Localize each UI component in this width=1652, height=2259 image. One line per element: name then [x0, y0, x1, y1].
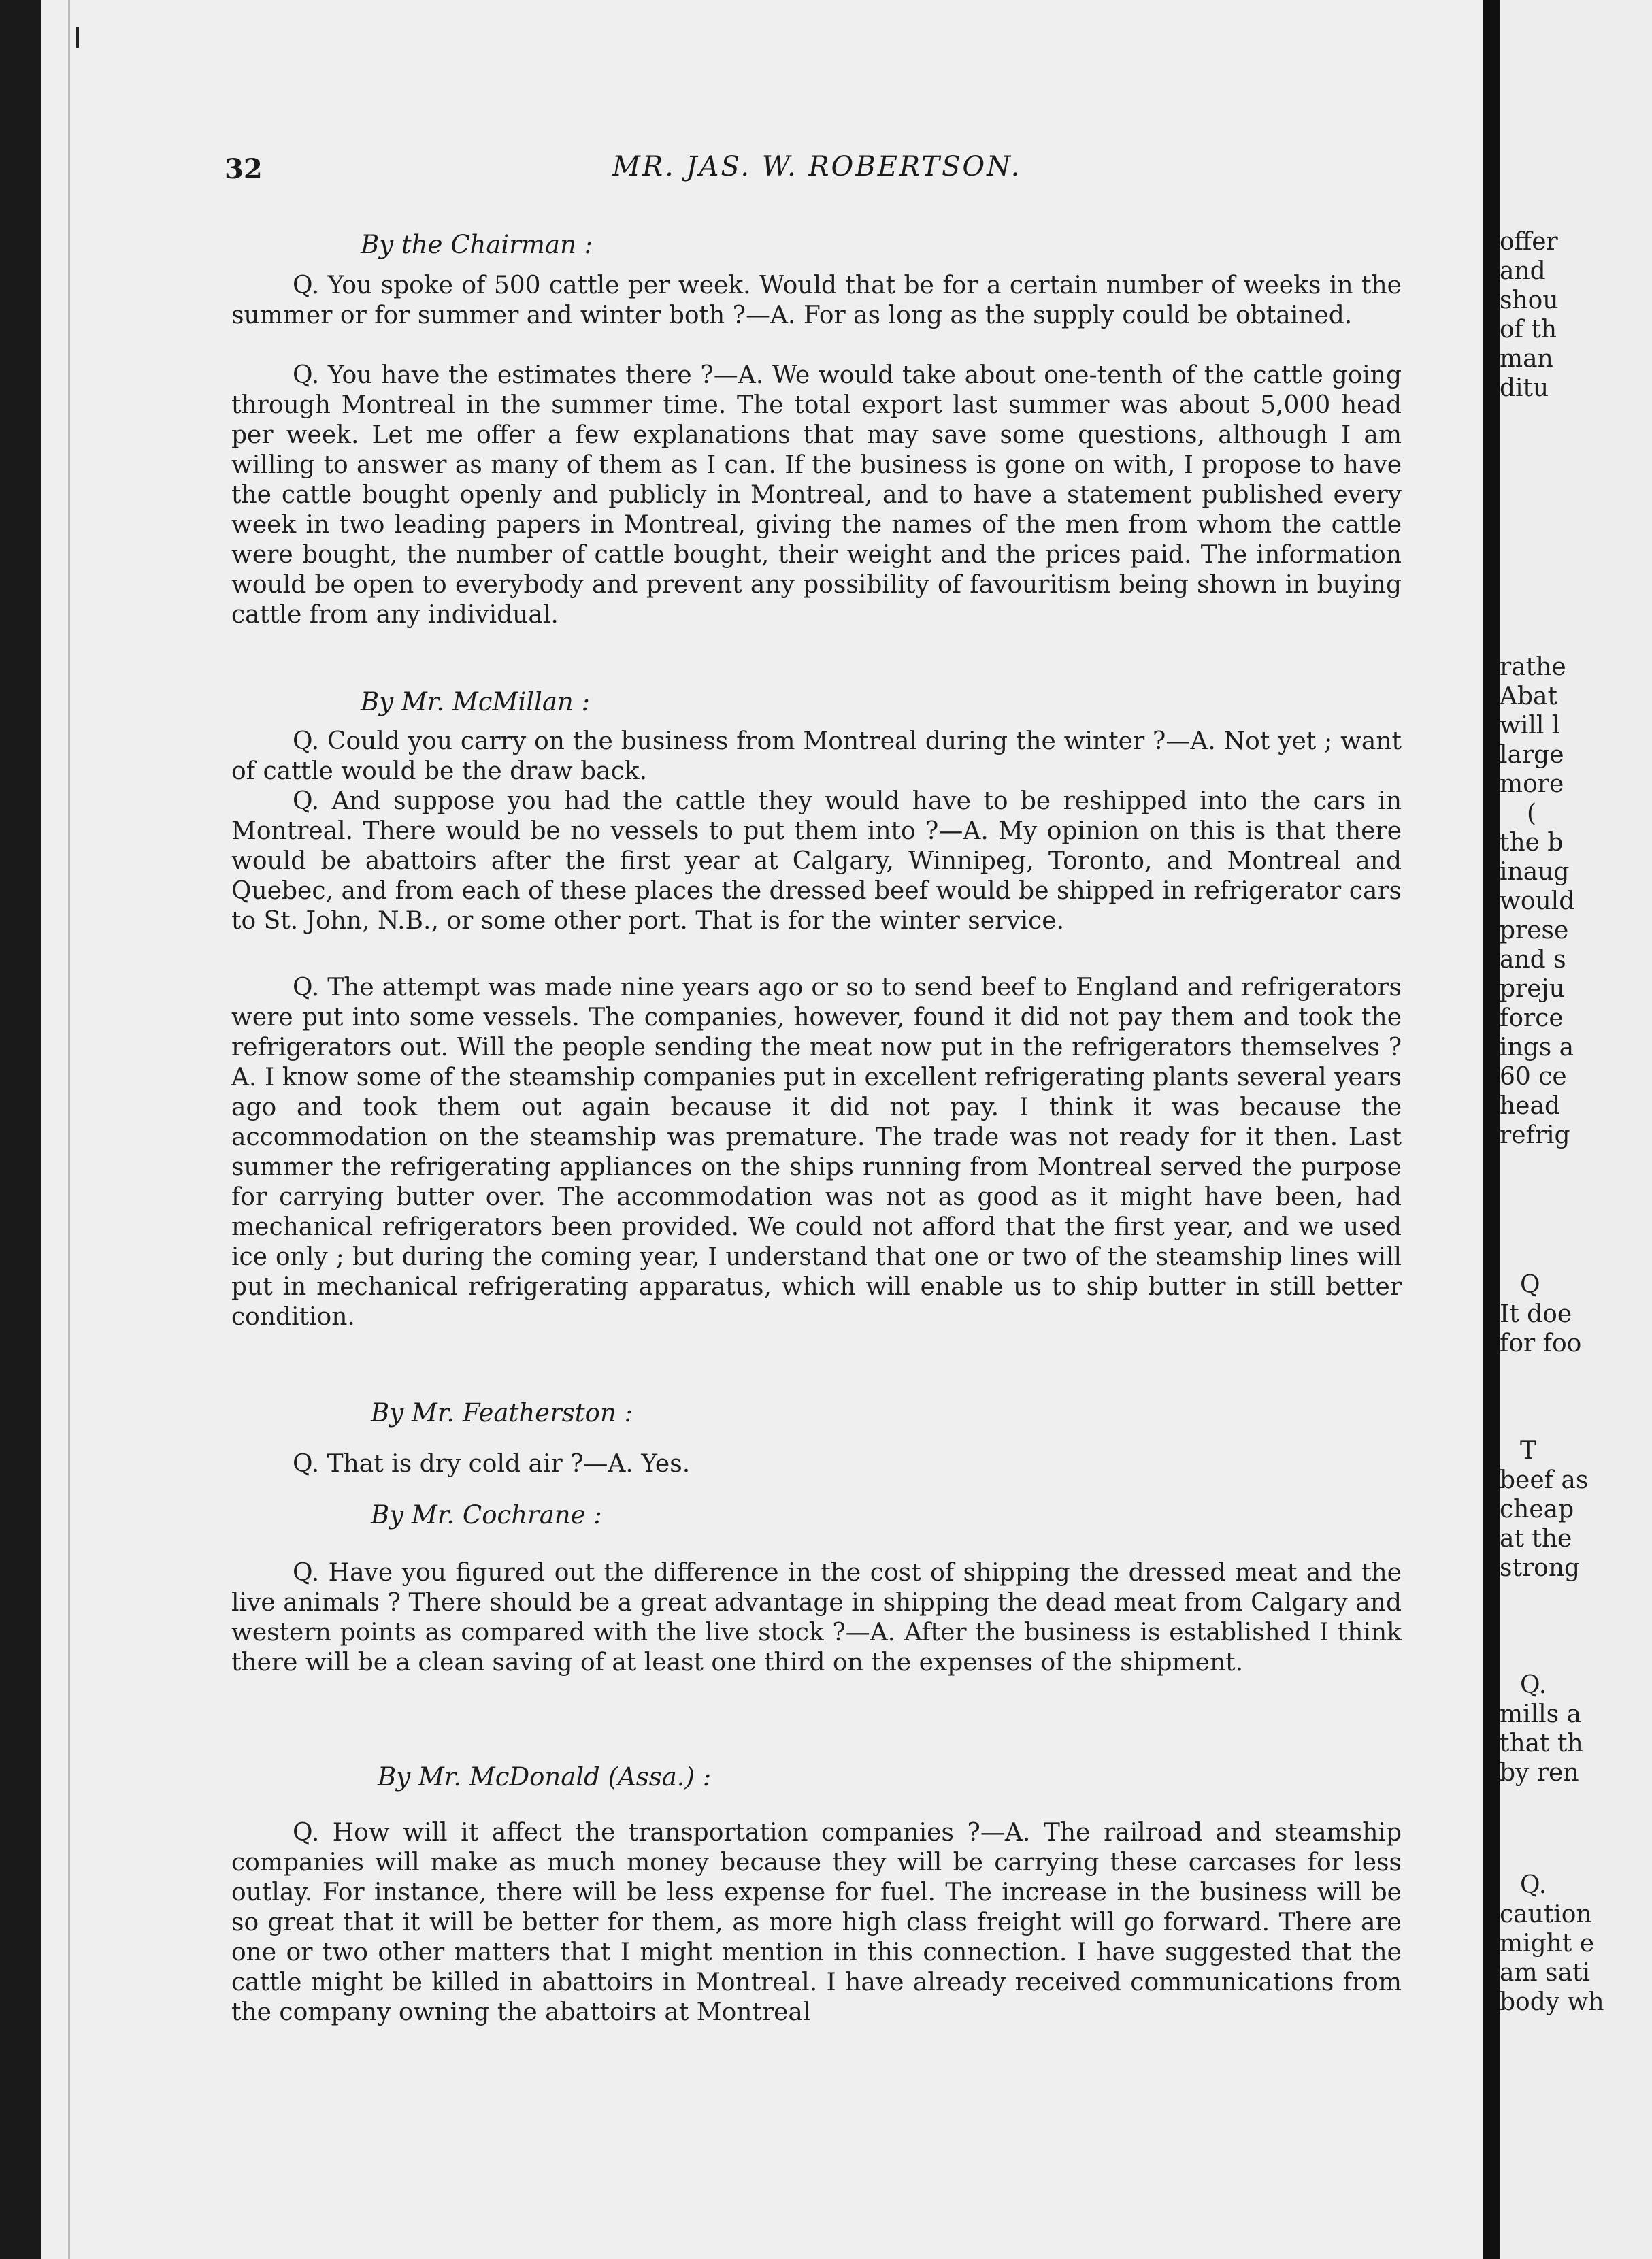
right-page-fragment: of th	[1500, 316, 1557, 344]
page-number: 32	[225, 153, 263, 185]
right-page-fragment: am sati	[1500, 1959, 1590, 1987]
right-page-fragment: Q.	[1520, 1871, 1547, 1899]
paragraph: Q. Could you carry on the business from Montreal during the winter ?—A. Not yet ; want of cattle would be the draw back.	[231, 727, 1402, 785]
right-page-fragment: more	[1500, 770, 1564, 798]
right-page-fragment: 60 ce	[1500, 1063, 1567, 1091]
right-page-fragment: and s	[1500, 946, 1566, 974]
right-page-fragment: might e	[1500, 1930, 1595, 1958]
speaker-heading: By Mr. McDonald (Assa.) :	[378, 1762, 712, 1792]
right-page-fragment: at the	[1500, 1525, 1572, 1553]
speaker-heading: By the Chairman :	[361, 230, 593, 259]
right-page	[1500, 0, 1652, 2259]
right-page-fragment: beef as	[1500, 1466, 1589, 1494]
right-page-fragment: Q	[1520, 1271, 1540, 1299]
right-page-fragment: and	[1500, 257, 1546, 285]
right-page-fragment: would	[1500, 887, 1575, 915]
paragraph: Q. You spoke of 500 cattle per week. Would that be for a certain number of weeks in the summer or for summer and winter both ?—A. For as long as the supply could be obtained.	[231, 271, 1402, 329]
right-page-fragment: Abat	[1500, 682, 1557, 710]
right-page-fragment: It doe	[1500, 1300, 1572, 1328]
right-page-fragment: refrig	[1500, 1121, 1570, 1149]
right-page-fragment: ings a	[1500, 1034, 1574, 1061]
binding-line	[68, 0, 70, 2259]
page-gutter	[1483, 0, 1500, 2259]
right-page-fragment: strong	[1500, 1554, 1581, 1582]
paragraph: Q. The attempt was made nine years ago or so to send beef to England and refrigerators were put into some vessels. The companies, however, found it did not pay them and took the refrigerators out. Will the people sending the meat now put in the refrigerators themselves ? A. I know some of the steamship companies put in excellent refrigerating plants several years ago and took them out again because it did not pay. I think it was because the accommodation on the steamship was premature. The trade was not ready for it then. Last summer the refrigerating appliances on the ships running from Montreal served the purpose for carrying butter over. The accommodation was not as good as it might have been, had mechanical refrigerators been provided. We could not afford that the first year, and we used ice only ; but during the coming year, I understand that one or two of the steamship lines will put in mechanical refrigerating apparatus, which will enable us to ship butter in still better condition.	[231, 974, 1402, 1331]
paragraph: Q. That is dry cold air ?—A. Yes.	[293, 1450, 691, 1478]
right-page-fragment: by ren	[1500, 1759, 1579, 1787]
paragraph: Q. And suppose you had the cattle they would have to be reshipped into the cars in Montreal. There would be no vessels to put them into ?—A. My opinion on this is that there would be abattoirs after the first year at Calgary, Winnipeg, Toronto, and Montreal and Quebec, and from each of these places the dressed beef would be shipped in refrigerator cars to St. John, N.B., or some other port. That is for the winter service.	[231, 787, 1402, 935]
binding-mark	[76, 27, 79, 48]
right-page-fragment: prese	[1500, 917, 1569, 944]
right-page-fragment: rathe	[1500, 653, 1566, 681]
right-page-fragment: cheap	[1500, 1496, 1574, 1523]
right-page-fragment: Q.	[1520, 1671, 1547, 1699]
speaker-heading: By Mr. Featherston :	[371, 1398, 633, 1428]
speaker-heading: By Mr. Cochrane :	[371, 1500, 602, 1530]
right-page-fragment: for foo	[1500, 1330, 1582, 1357]
right-page-fragment: the b	[1500, 829, 1564, 857]
speaker-heading: By Mr. McMillan :	[361, 687, 590, 716]
paragraph: Q. How will it affect the transportation companies ?—A. The railroad and steamship companies will make as much money because they will be carrying these carcases for less outlay. For instance, there will be less expense for fuel. The increase in the business will be so great that it will be better for them, as more high class freight will go forward. There are one or two other matters that I might mention in this connection. I have suggested that the cattle might be killed in abattoirs in Montreal. I have already received communications from the company owning the abattoirs at Montreal	[231, 1819, 1402, 2026]
paragraph: Q. Have you figured out the difference in the cost of shipping the dressed meat and the live animals ? There should be a great advantage in shipping the dead meat from Calgary and western points as compared with the live stock ?—A. After the business is established I think there will be a clean saving of at least one third on the expenses of the shipment.	[231, 1559, 1402, 1677]
right-page-fragment: caution	[1500, 1900, 1592, 1928]
right-page-fragment: force	[1500, 1004, 1564, 1032]
right-page-fragment: will l	[1500, 712, 1560, 740]
right-page-fragment: offer	[1500, 228, 1558, 256]
right-page-fragment: T	[1520, 1437, 1537, 1465]
running-title: MR. JAS. W. ROBERTSON.	[612, 151, 1022, 182]
right-page-fragment: shou	[1500, 286, 1559, 314]
right-page-fragment: ditu	[1500, 374, 1549, 402]
right-page-fragment: mills a	[1500, 1700, 1582, 1728]
right-page-fragment: head	[1500, 1092, 1560, 1120]
right-page-fragment: man	[1500, 345, 1553, 373]
paragraph: Q. You have the estimates there ?—A. We would take about one-tenth of the cattle going through Montreal in the summer time. The total export last summer was about 5,000 head per week. Let me offer a few explanations that may save some questions, although I am willing to answer as many of them as I can. If the business is gone on with, I propose to have the cattle bought openly and publicly in Montreal, and to have a statement published every week in two leading papers in Montreal, giving the names of the men from whom the cattle were bought, the number of cattle bought, their weight and the prices paid. The information would be open to everybody and prevent any possibility of favouritism being shown in buying cattle from any individual.	[231, 361, 1402, 629]
right-page-fragment: (	[1527, 799, 1537, 827]
right-page-fragment: that th	[1500, 1730, 1583, 1758]
right-page-fragment: body wh	[1500, 1988, 1604, 2016]
right-page-fragment: preju	[1500, 975, 1565, 1003]
right-page-fragment: large	[1500, 741, 1564, 769]
right-page-fragment: inaug	[1500, 858, 1570, 886]
